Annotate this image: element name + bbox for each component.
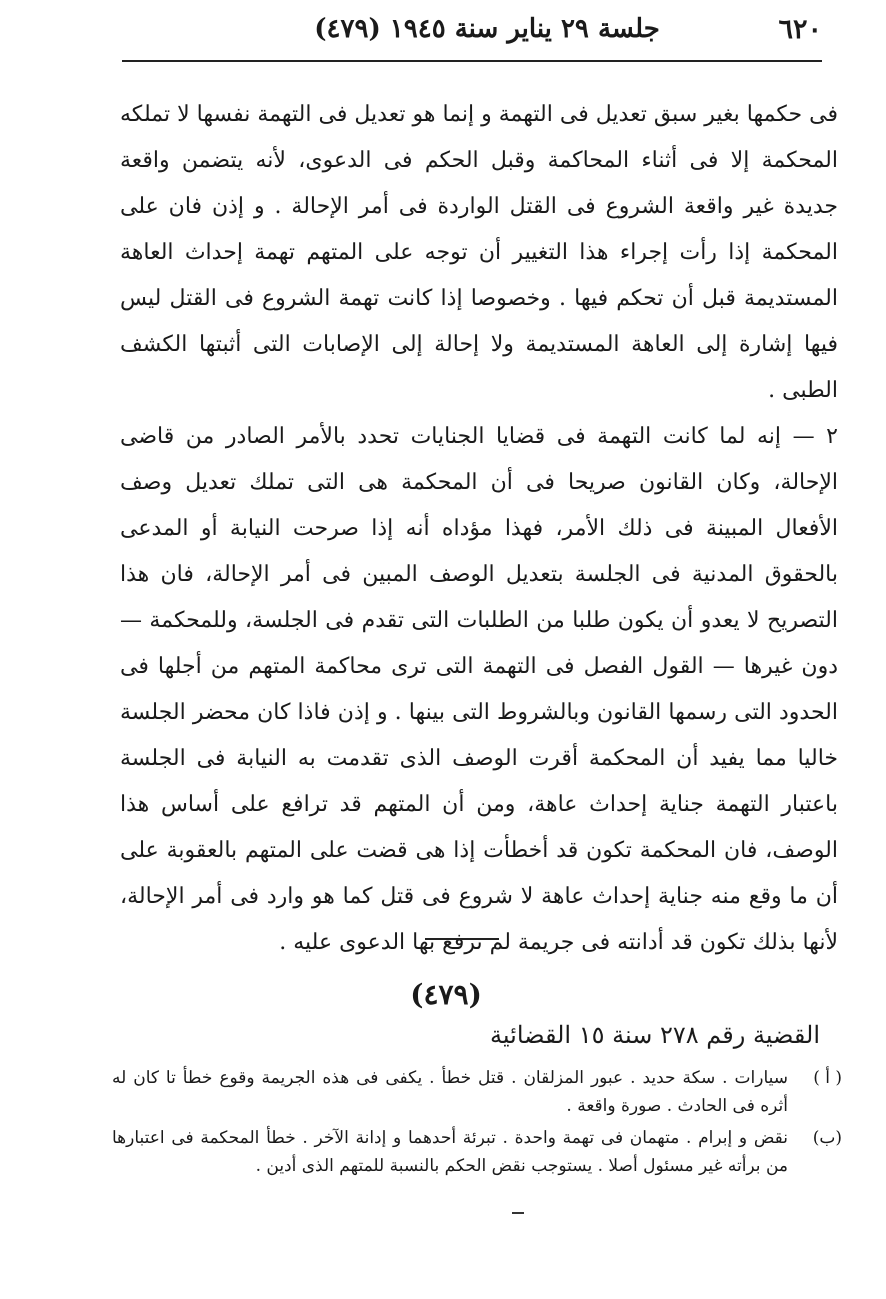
- body-text: [120, 92, 838, 966]
- case-reference: القضية رقم ٢٧٨ سنة ١٥ القضائية: [490, 1021, 820, 1049]
- case-number: (٤٧٩): [410, 978, 482, 1011]
- page-header: [122, 8, 822, 52]
- page-number: ٦٢٠: [778, 14, 822, 45]
- syllabus-item-label: ( أ ): [813, 1068, 842, 1088]
- syllabus-item-text: نقض و إبرام . متهمان فى تهمة واحدة . تبرئة أحدهما و إدانة الآخر . خطأ المحكمة فى اعتبارها من برأته غير مسئول أصلا . يستوجب نقض الحكم بالنسبة للمتهم الذى أدين .: [112, 1128, 788, 1176]
- paragraph-1: فى حكمها بغير سبق تعديل فى التهمة و إنما هو تعديل فى التهمة نفسها لا تملكه المحكمة إلا فى أثناء المحاكمة وقبل الحكم فى الدعوى، لأنه يتضمن واقعة جديدة غير واقعة الشروع فى القتل الواردة فى أمر الإحالة . و إذن فان على المحكمة إذا رأت إجراء هذا التغيير أن توجه على المتهم تهمة إحداث العاهة المستديمة قبل أن تحكم فيها . وخصوصا إذا كانت تهمة الشروع فى القتل ليس فيها إشارة إلى العاهة المستديمة ولا إحالة إلى الإصابات التى أثبتها الكشف الطبى .: [120, 102, 838, 403]
- section-separator: [425, 938, 499, 940]
- syllabus: [112, 1064, 842, 1180]
- running-title: جلسة ٢٩ يناير سنة ١٩٤٥ (٤٧٩): [314, 14, 660, 44]
- syllabus-item-b: [112, 1124, 842, 1180]
- syllabus-item-label: (ب): [812, 1128, 842, 1148]
- footer-mark: [512, 1212, 524, 1214]
- syllabus-item-a: [112, 1064, 842, 1120]
- syllabus-item-text: سيارات . سكة حديد . عبور المزلقان . قتل خطأ . يكفى فى هذه الجريمة وقوع خطأ تا كان له أثره فى الحادث . صورة واقعة .: [112, 1068, 788, 1116]
- paragraph-2: ٢ — إنه لما كانت التهمة فى قضايا الجنايات تحدد بالأمر الصادر من قاضى الإحالة، وكان القانون صريحا فى أن المحكمة هى التى تملك تعديل وصف الأفعال المبينة فى ذلك الأمر، فهذا مؤداه أنه إذا صرحت النيابة أو المدعى بالحقوق المدنية فى الجلسة بتعديل الوصف المبين فى أمر الإحالة، فان هذا التصريح لا يعدو أن يكون طلبا من الطلبات التى تقدم فى الجلسة، وللمحكمة — دون غيرها — القول الفصل فى التهمة التى ترى محاكمة المتهم من أجلها فى الحدود التى رسمها القانون وبالشروط التى بينها . و إذن فاذا كان محضر الجلسة خاليا مما يفيد أن المحكمة أقرت الوصف الذى تقدمت به النيابة فى الجلسة باعتبار التهمة جناية إحداث عاهة، ومن أن المتهم قد ترافع على أساس هذا الوصف، فان المحكمة تكون قد أخطأت إذا هى قضت على المتهم بالعقوبة على أن ما وقع منه جناية إحداث عاهة لا شروع فى قتل كما هو وارد فى أمر الإحالة، لأنها بذلك تكون قد أدانته فى جريمة لم ترفع بها الدعوى عليه .: [120, 424, 838, 955]
- header-rule: [122, 60, 822, 62]
